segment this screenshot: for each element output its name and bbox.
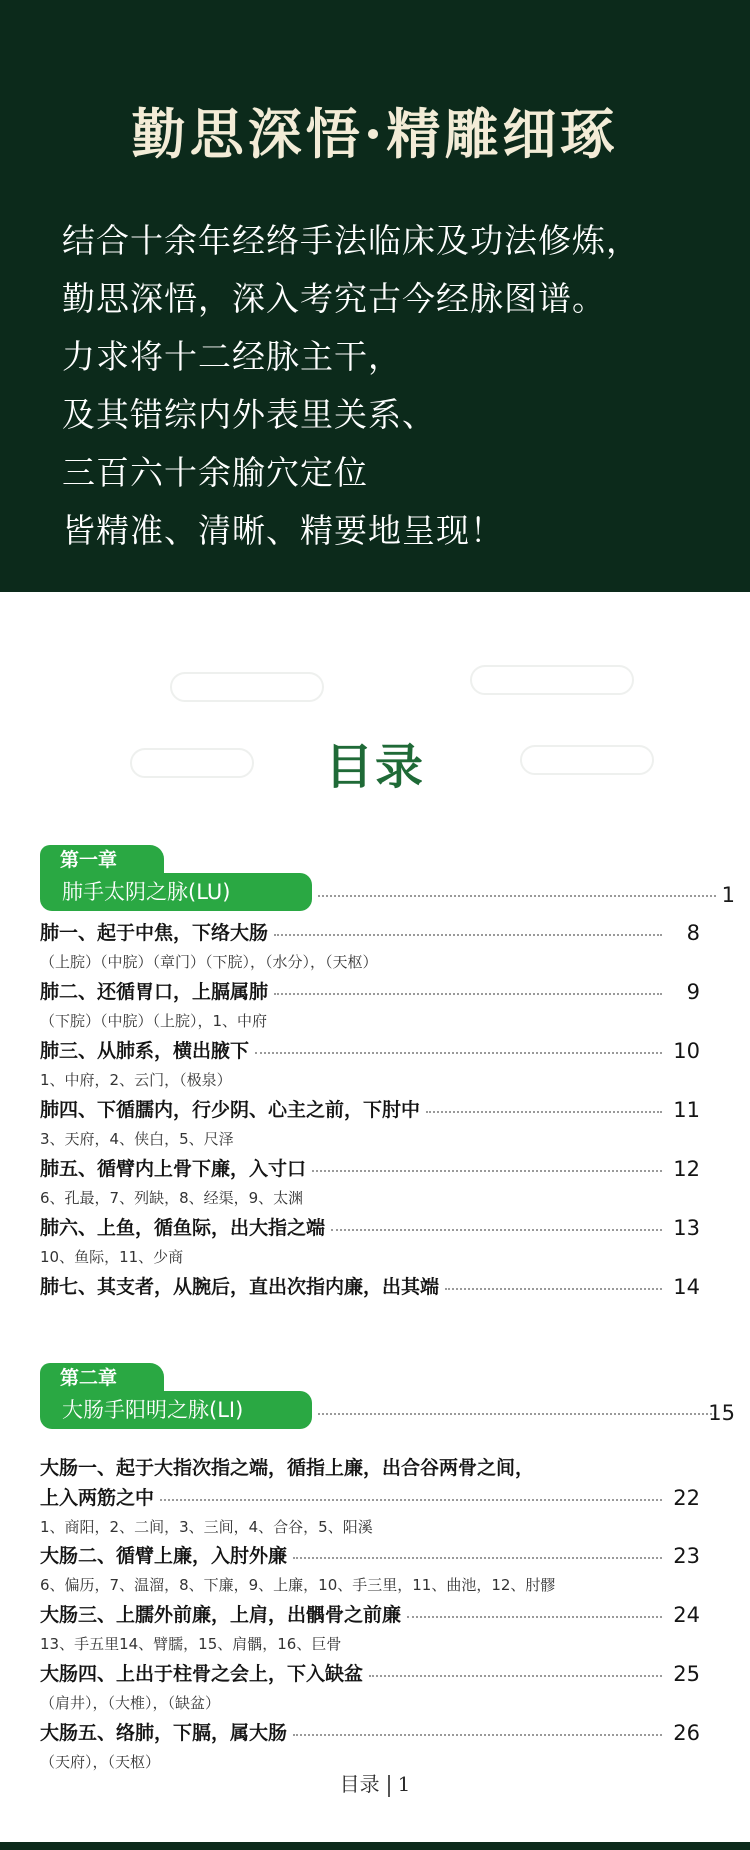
entry-page: 22 [673, 1486, 700, 1510]
leader-dots [274, 993, 662, 995]
entry-points: 6、偏历，7、温溜，8、下廉，9、上廉，10、手三里，11、曲池，12、肘髎 [40, 1576, 556, 1594]
toc-entry[interactable] [40, 918, 700, 976]
toc-entry[interactable] [40, 1272, 700, 1302]
entry-page: 9 [686, 980, 700, 1004]
entry-title: 肺五、循臂内上骨下廉，入寸口 [40, 1158, 307, 1180]
bottom-strip [0, 1842, 750, 1850]
toc-entry[interactable] [40, 977, 700, 1035]
leader-dots [274, 934, 662, 936]
entry-page: 13 [673, 1216, 700, 1240]
leader-dots [426, 1111, 662, 1113]
hero-line: 三百六十余腧穴定位 [62, 453, 368, 492]
hero-line: 及其错综内外表里关系、 [62, 395, 436, 434]
chapter-title: 肺手太阴之脉(LU) [40, 873, 312, 911]
cloud-decoration [170, 672, 324, 702]
entry-points: 10、鱼际，11、少商 [40, 1248, 184, 1266]
toc-entry[interactable] [40, 1095, 700, 1153]
leader-dots [407, 1616, 662, 1618]
toc-entry[interactable] [40, 1213, 700, 1271]
chapter-number: 第一章 [40, 845, 164, 875]
entry-points: 6、孔最，7、列缺，8、经渠，9、太渊 [40, 1189, 304, 1207]
entry-page: 25 [673, 1662, 700, 1686]
entry-points: 1、中府，2、云门，（极泉） [40, 1071, 232, 1089]
entry-points: 3、天府，4、侠白，5、尺泽 [40, 1130, 234, 1148]
leader-dots [318, 1413, 716, 1415]
hero-line: 勤思深悟，深入考究古今经脉图谱。 [62, 279, 606, 318]
entry-title: 上入两筋之中 [40, 1487, 155, 1509]
leader-dots [293, 1557, 662, 1559]
toc-entry[interactable] [40, 1036, 700, 1094]
entry-points: （肩井），（大椎），（缺盆） [40, 1694, 221, 1712]
entry-page: 12 [673, 1157, 700, 1181]
hero-text [62, 212, 722, 560]
leader-dots [369, 1675, 662, 1677]
toc-entry[interactable] [40, 1600, 700, 1658]
entry-title-line: 大肠一、起于大指次指之端，循指上廉，出合谷两骨之间， [40, 1457, 535, 1479]
page-number: 1 [397, 1772, 411, 1796]
chapter-page: 1 [721, 883, 735, 907]
leader-dots [293, 1734, 662, 1736]
toc-entry[interactable] [40, 1541, 700, 1599]
entry-title: 肺一、起于中焦，下络大肠 [40, 922, 269, 944]
entry-title: 大肠三、上臑外前廉，上肩，出髃骨之前廉 [40, 1604, 402, 1626]
chapter-1-header[interactable] [40, 845, 740, 915]
footer-label: 目录 [339, 1772, 380, 1796]
toc-entry[interactable] [40, 1453, 700, 1541]
hero-banner [0, 0, 750, 592]
entry-title: 大肠二、循臂上廉，入肘外廉 [40, 1545, 288, 1567]
entry-title: 大肠四、上出于柱骨之会上，下入缺盆 [40, 1663, 364, 1685]
entry-page: 23 [673, 1544, 700, 1568]
leader-dots [331, 1229, 662, 1231]
entry-points: （天府），（天枢） [40, 1753, 161, 1771]
entry-points: （下脘）（中脘）（上脘），1、中府 [40, 1012, 268, 1030]
entry-page: 24 [673, 1603, 700, 1627]
toc-title: 目录 [324, 739, 425, 795]
entry-page: 26 [673, 1721, 700, 1745]
entry-page: 10 [673, 1039, 700, 1063]
hero-title: 勤思深悟·精雕细琢 [131, 102, 619, 166]
entry-points: 13、手五里14、臂臑，15、肩髃，16、巨骨 [40, 1635, 342, 1653]
footer-divider [388, 1775, 390, 1797]
entry-title: 大肠五、络肺，下膈，属大肠 [40, 1722, 288, 1744]
leader-dots [160, 1499, 662, 1501]
entry-title: 肺七、其支者，从腕后，直出次指内廉，出其端 [40, 1276, 440, 1298]
chapter-number: 第二章 [40, 1363, 164, 1393]
toc-entry[interactable] [40, 1659, 700, 1717]
chapter-title: 大肠手阳明之脉(LI) [40, 1391, 312, 1429]
entry-title: 肺六、上鱼，循鱼际，出大指之端 [40, 1217, 326, 1239]
entry-points: 1、商阳，2、二间，3、三间，4、合谷，5、阳溪 [40, 1518, 373, 1536]
entry-page: 8 [686, 921, 700, 945]
cloud-decoration [470, 665, 634, 695]
chapter-page: 15 [708, 1401, 735, 1425]
chapter-2-header[interactable] [40, 1363, 740, 1433]
toc-entry[interactable] [40, 1154, 700, 1212]
hero-line: 力求将十二经脉主干， [62, 337, 402, 376]
leader-dots [318, 895, 716, 897]
entry-page: 14 [673, 1275, 700, 1299]
leader-dots [312, 1170, 662, 1172]
leader-dots [255, 1052, 662, 1054]
page-footer [0, 1768, 750, 1797]
hero-line: 结合十余年经络手法临床及功法修炼， [62, 221, 640, 260]
entry-page: 11 [673, 1098, 700, 1122]
entry-points: （上脘）（中脘）（章门）（下脘），（水分），（天枢） [40, 953, 378, 971]
leader-dots [445, 1288, 662, 1290]
entry-title: 肺二、还循胃口，上膈属肺 [40, 981, 269, 1003]
entry-title: 肺三、从肺系，横出腋下 [40, 1040, 250, 1062]
entry-title: 肺四、下循臑内，行少阴、心主之前，下肘中 [40, 1099, 421, 1121]
hero-line: 皆精准、清晰、精要地呈现！ [62, 511, 504, 550]
